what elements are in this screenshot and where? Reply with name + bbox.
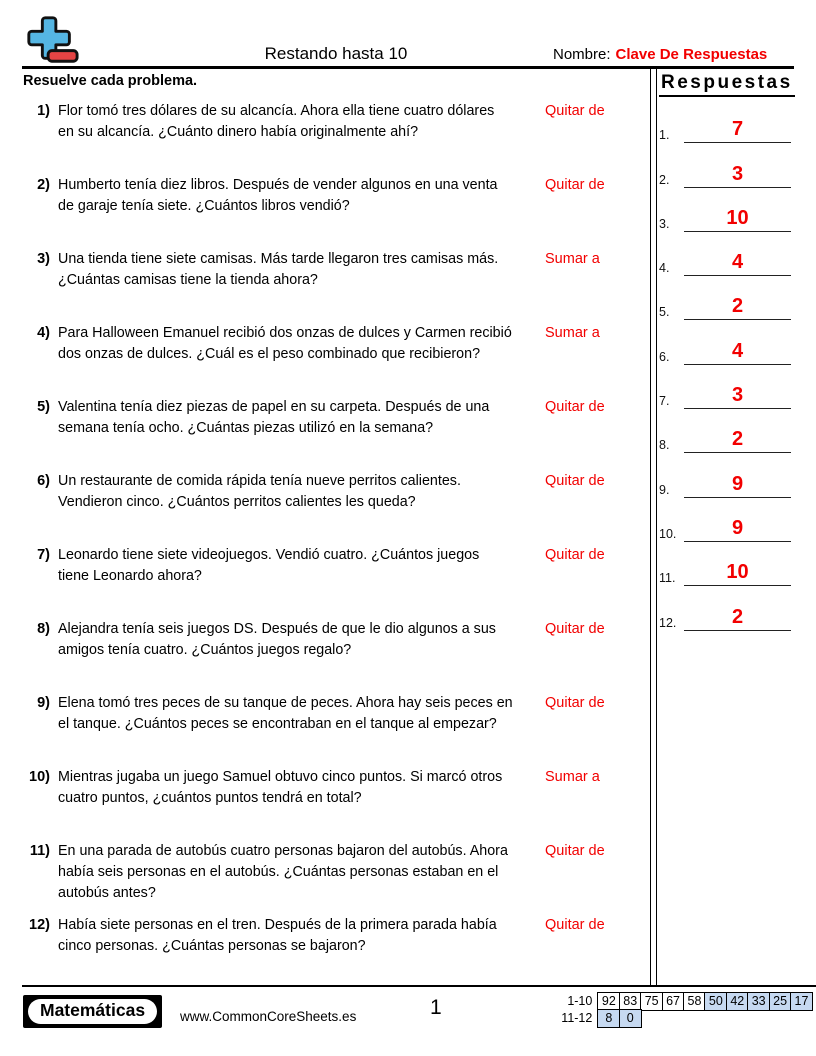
problem-text: Alejandra tenía seis juegos DS. Después de que le dio algunos a sus amigos tenía cuatro. ¿Cuántos juegos regalo? xyxy=(58,621,496,658)
problem-number: 11) xyxy=(29,843,50,859)
answers-list xyxy=(659,99,793,631)
header-divider xyxy=(22,66,794,69)
answer-number: 7. xyxy=(659,394,670,409)
answer-value: 9 xyxy=(731,472,744,495)
problem-text: Leonardo tiene siete videojuegos. Vendió cuatro. ¿Cuántos juegos tiene Leonardo ahora? xyxy=(58,547,480,584)
answer-value: 4 xyxy=(731,339,744,362)
problem-operation-label: Sumar a xyxy=(545,769,600,785)
answer-blank-line xyxy=(684,164,791,188)
problem-row xyxy=(23,323,650,397)
answer-blank-line xyxy=(684,429,791,453)
footer-divider xyxy=(22,985,816,987)
score-cell: 67 xyxy=(662,992,685,1011)
brand-logo xyxy=(23,995,162,1028)
problem-row xyxy=(23,101,650,175)
problem-row xyxy=(23,249,650,323)
answer-key-label: Clave De Respuestas xyxy=(615,46,768,63)
problem-operation-label: Quitar de xyxy=(545,547,605,563)
answer-value: 4 xyxy=(731,251,744,274)
name-label: Nombre: xyxy=(553,46,611,63)
score-range-label: 1-10 xyxy=(567,994,593,1008)
name-row xyxy=(553,46,767,63)
problem-operation-label: Quitar de xyxy=(545,917,605,933)
problems-list xyxy=(23,101,650,989)
answer-blank-line xyxy=(684,119,791,143)
answer-row xyxy=(659,498,793,542)
answer-number: 4. xyxy=(659,261,670,276)
problem-row xyxy=(23,545,650,619)
problem-text: Valentina tenía diez piezas de papel en su carpeta. Después de una semana tenía ocho. ¿Cuántas piezas utilizó en la semana? xyxy=(58,399,490,436)
problem-number: 10) xyxy=(29,769,50,785)
answer-value: 2 xyxy=(731,605,744,628)
answer-value: 9 xyxy=(731,516,744,539)
problem-row xyxy=(23,471,650,545)
problem-number: 5) xyxy=(37,399,50,415)
problem-number: 2) xyxy=(37,177,50,193)
problem-operation-label: Quitar de xyxy=(545,621,605,637)
answer-value: 2 xyxy=(731,295,744,318)
problem-text: Elena tomó tres peces de su tanque de peces. Ahora hay seis peces en el tanque. ¿Cuántos peces se encontraban en el tanque al empezar? xyxy=(58,695,513,732)
problem-operation-label: Sumar a xyxy=(545,325,600,341)
problem-operation-label: Sumar a xyxy=(545,251,600,267)
score-cell: 75 xyxy=(640,992,663,1011)
problem-text: En una parada de autobús cuatro personas bajaron del autobús. Ahora había seis personas en el autobús. ¿Cuántas personas estaban en el autobús antes? xyxy=(58,843,508,901)
answer-number: 11. xyxy=(659,571,676,586)
score-table-row xyxy=(555,992,813,1011)
answer-blank-line xyxy=(684,385,791,409)
score-range-label: 11-12 xyxy=(561,1011,593,1026)
score-cell: 83 xyxy=(619,992,642,1011)
answer-number: 1. xyxy=(659,128,670,143)
answer-blank-line xyxy=(684,474,791,498)
problem-number: 1) xyxy=(37,103,50,119)
answer-blank-line xyxy=(684,296,791,320)
answer-value: 10 xyxy=(726,206,749,229)
answer-row xyxy=(659,453,793,497)
instruction-text: Resuelve cada problema. xyxy=(23,73,198,89)
score-cell: 33 xyxy=(747,992,770,1011)
answer-number: 6. xyxy=(659,349,670,364)
problem-text: Una tienda tiene siete camisas. Más tarde llegaron tres camisas más. ¿Cuántas camisas tiene la tienda ahora? xyxy=(58,251,499,288)
score-cell: 58 xyxy=(683,992,706,1011)
answer-row xyxy=(659,409,793,453)
score-cell: 42 xyxy=(726,992,749,1011)
score-cell: 8 xyxy=(597,1009,620,1028)
problem-row xyxy=(23,397,650,471)
problem-row xyxy=(23,619,650,693)
problem-row xyxy=(23,915,650,989)
score-table xyxy=(555,992,813,1028)
answers-title: Respuestas xyxy=(659,72,795,97)
answer-number: 8. xyxy=(659,438,670,453)
problem-operation-label: Quitar de xyxy=(545,695,605,711)
problem-text: Había siete personas en el tren. Después de la primera parada había cinco personas. ¿Cuántas personas se bajaron? xyxy=(58,917,497,954)
problem-number: 7) xyxy=(37,547,50,563)
answer-row xyxy=(659,586,793,630)
problem-text: Humberto tenía diez libros. Después de vender algunos en una venta de garaje tenía siete. ¿Cuántos libros vendió? xyxy=(58,177,498,214)
answer-row xyxy=(659,99,793,143)
score-cell: 92 xyxy=(597,992,620,1011)
problem-operation-label: Quitar de xyxy=(545,473,605,489)
answer-blank-line xyxy=(684,252,791,276)
answer-blank-line xyxy=(684,562,791,586)
answer-number: 2. xyxy=(659,172,670,187)
score-table-row xyxy=(555,1009,813,1028)
answer-row xyxy=(659,232,793,276)
problem-number: 4) xyxy=(37,325,50,341)
problem-operation-label: Quitar de xyxy=(545,103,605,119)
problem-number: 9) xyxy=(37,695,50,711)
answer-blank-line xyxy=(684,341,791,365)
answer-row xyxy=(659,542,793,586)
problem-text: Flor tomó tres dólares de su alcancía. Ahora ella tiene cuatro dólares en su alcancía. ¿Cuánto dinero había originalmente ahí? xyxy=(58,103,495,140)
problem-number: 12) xyxy=(29,917,50,933)
problem-text: Un restaurante de comida rápida tenía nueve perritos calientes. Vendieron cinco. ¿Cuántos perritos calientes les queda? xyxy=(58,473,461,510)
problem-operation-label: Quitar de xyxy=(545,843,605,859)
problem-row xyxy=(23,841,650,915)
score-cell: 0 xyxy=(619,1009,642,1028)
answer-number: 12. xyxy=(659,615,677,630)
answer-number: 9. xyxy=(659,482,670,497)
score-cell: 17 xyxy=(790,992,813,1011)
answer-blank-line xyxy=(684,607,791,631)
problem-number: 8) xyxy=(37,621,50,637)
problem-row xyxy=(23,693,650,767)
website-url: www.CommonCoreSheets.es xyxy=(180,1009,357,1024)
answers-divider xyxy=(650,66,657,986)
page-title: Restando hasta 10 xyxy=(264,44,408,63)
score-cell: 25 xyxy=(769,992,792,1011)
problem-operation-label: Quitar de xyxy=(545,177,605,193)
answer-value: 3 xyxy=(731,162,744,185)
problem-operation-label: Quitar de xyxy=(545,399,605,415)
answer-value: 10 xyxy=(726,561,749,584)
answer-number: 3. xyxy=(659,216,670,231)
answer-value: 7 xyxy=(731,118,744,141)
answer-blank-line xyxy=(684,208,791,232)
answer-number: 10. xyxy=(659,526,677,541)
answer-row xyxy=(659,320,793,364)
answer-number: 5. xyxy=(659,305,670,320)
problem-number: 6) xyxy=(37,473,50,489)
answers-title-wrap xyxy=(659,72,793,97)
problem-row xyxy=(23,767,650,841)
answer-value: 3 xyxy=(731,384,744,407)
answer-row xyxy=(659,188,793,232)
answer-row xyxy=(659,365,793,409)
answer-value: 2 xyxy=(731,428,744,451)
problem-text: Para Halloween Emanuel recibió dos onzas de dulces y Carmen recibió dos onzas de dulces. ¿Cuál es el peso combinado que recibieron? xyxy=(58,325,512,362)
answer-row xyxy=(659,143,793,187)
plus-minus-logo-icon xyxy=(24,13,80,67)
problem-text: Mientras jugaba un juego Samuel obtuvo cinco puntos. Si marcó otros cuatro puntos, ¿cuántos puntos tendrá en total? xyxy=(58,769,503,806)
brand-name: Matemáticas xyxy=(28,999,157,1024)
answer-blank-line xyxy=(684,518,791,542)
answers-panel xyxy=(659,72,793,631)
score-cell: 50 xyxy=(704,992,727,1011)
answer-row xyxy=(659,276,793,320)
problem-number: 3) xyxy=(37,251,50,267)
problem-row xyxy=(23,175,650,249)
page-number: 1 xyxy=(430,996,442,1019)
